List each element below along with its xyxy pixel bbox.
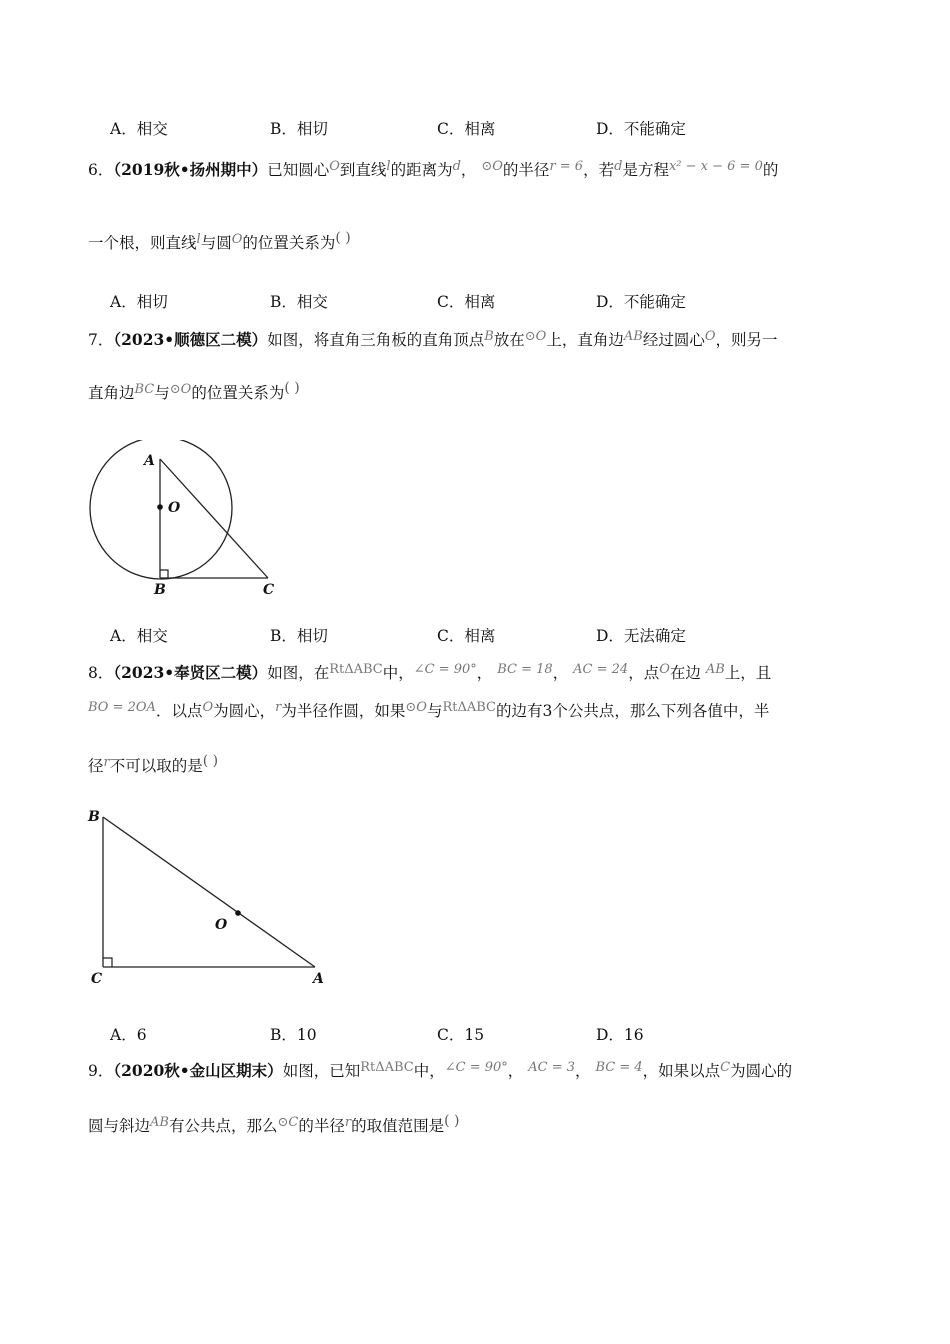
q8-text: 中， [382,664,414,682]
q5-option-c[interactable]: C．相离 [437,120,496,138]
q7-math-ab: AB [623,329,643,344]
q8-label-c: C [91,971,103,987]
q7-label-b: B [154,582,166,598]
q7-text: 放在 [493,331,525,349]
q8-text: 为半径作圆，如果 [281,702,406,720]
q5-option-d[interactable]: D．不能确定 [596,120,686,138]
q8-text: 不可以取的是 [109,757,203,775]
q9-line-1 [88,1059,792,1081]
q8-text: ，点 [628,664,660,682]
q9-text: 中， [413,1062,445,1080]
q7-option-b[interactable]: B．相切 [270,627,328,645]
q7-text: 的位置关系为 [191,384,285,402]
q7-text: ，则另一 [715,331,778,349]
q7-label-c: C [263,582,275,598]
q7-option-a[interactable]: A．相交 [110,627,168,645]
q8-figure [80,800,340,995]
q6-text: 与圆 [200,234,232,252]
q8-label-b: B [88,809,100,825]
q7-center-point [157,504,163,510]
q8-text: ， [552,664,569,682]
q8-math-r: r [275,700,282,715]
q6-number: 6． [88,161,114,179]
q7-number: 7． [88,331,114,349]
q7-right-angle-mark [160,570,168,578]
q8-text: 在边 [669,664,701,682]
q6-math-d: d [614,159,623,174]
q6-options [110,290,870,312]
q7-option-c[interactable]: C．相离 [437,627,496,645]
q8-math-o: O [659,662,670,677]
q5-option-a[interactable]: A．相交 [110,120,168,138]
q8-option-d[interactable]: D．16 [596,1026,644,1044]
q9-text: ， [507,1062,524,1080]
q7-label-a: A [144,453,155,469]
q8-point-o [235,910,241,916]
q6-math-l: l [196,232,201,247]
q9-math-angle-c: ∠C = 90° [444,1060,508,1075]
q7-line-2 [88,381,300,403]
q7-text: 上，直角边 [546,331,624,349]
q6-line-2 [88,231,351,253]
q8-math-circle-o: ⊙O [405,700,427,715]
q6-option-a[interactable]: A．相切 [110,293,168,311]
q7-math-circle-o: ⊙O [524,329,547,344]
q9-math-c: C [720,1060,731,1075]
q5-options [110,117,870,139]
q9-math-triangle: RtΔABC [360,1060,414,1075]
q8-option-a[interactable]: A．6 [110,1026,147,1044]
q6-math-r: r = 6 [549,159,584,174]
q8-math-bo: BO = 2OA [88,700,156,715]
q8-math-ac: AC = 24 [573,662,629,677]
q9-number: 9． [88,1062,114,1080]
q7-option-d[interactable]: D．无法确定 [596,627,686,645]
q8-options [110,1023,870,1045]
q7-answer-blank[interactable]: ( ) [284,380,300,396]
q8-text: 径 [88,757,104,775]
q6-answer-blank[interactable]: ( ) [335,230,351,246]
q9-text: 有公共点，那么 [168,1117,278,1135]
q8-label-a: A [313,971,324,987]
q7-line-1 [88,328,778,350]
q6-text: 一个根，则直线 [88,234,197,252]
q7-text: 经过圆心 [642,331,705,349]
q9-math-ac: AC = 3 [528,1060,576,1075]
q8-text: 的边有3个公共点，那么下列各值中，半 [495,702,770,720]
q6-math-l: l [386,159,391,174]
q7-text: 直角边 [88,384,135,402]
q8-math-triangle: RtΔABC [329,662,383,677]
q9-math-bc: BC = 4 [595,1060,643,1075]
q6-option-b[interactable]: B．相交 [270,293,328,311]
q6-text: 已知圆心 [267,161,330,179]
q5-option-b[interactable]: B．相切 [270,120,328,138]
q9-answer-blank[interactable]: ( ) [444,1113,460,1129]
q7-text: 与 [154,384,170,402]
q6-text: 的距离为 [390,161,453,179]
q6-math-o: O [329,159,340,174]
q9-text: 的半径 [298,1117,345,1135]
q8-text: 上，且 [724,664,772,682]
q8-text: 为圆心， [213,702,276,720]
q6-math-d: d [452,159,461,174]
q6-text: 的 [762,161,779,179]
q8-source: （2023•奉贤区二模） [113,663,268,682]
q9-math-r: r [344,1115,352,1130]
q7-math-o: O [704,329,716,344]
q8-answer-blank[interactable]: ( ) [202,753,219,769]
q9-math-ab: AB [150,1115,169,1130]
q6-source: （2019秋•扬州期中） [113,160,268,179]
q6-option-c[interactable]: C．相离 [437,293,496,311]
q9-line-2 [88,1114,459,1136]
q8-label-o: O [215,917,228,933]
q8-math-o: O [202,700,214,715]
q7-figure [80,440,300,605]
q7-side-ac [160,459,268,578]
q8-right-angle-mark [103,958,112,967]
q7-label-o: O [168,500,181,516]
q9-text: 如图，已知 [282,1062,361,1080]
q8-math-angle-c: ∠C = 90° [413,662,477,677]
q8-text: ， [476,664,493,682]
q8-text: ．以点 [155,702,203,720]
q6-text: 是方程 [622,161,669,179]
q6-math-o: O [231,232,243,247]
q8-text: 与 [426,702,443,720]
q7-math-bc: BC [134,382,155,397]
q8-number: 8． [88,664,114,682]
q8-option-c[interactable]: C．15 [437,1026,485,1044]
q6-text: 的半径 [502,161,550,179]
q6-text: 的位置关系为 [242,234,336,252]
q7-source: （2023•顺德区二模） [113,330,268,349]
q6-option-d[interactable]: D．不能确定 [596,293,686,311]
q9-text: ，如果以点 [642,1062,721,1080]
q8-option-b[interactable]: B．10 [270,1026,317,1044]
q6-math-equation: x² − x − 6 = 0 [668,159,763,174]
q8-math-bc: BC = 18 [497,662,553,677]
q8-side-ab [103,817,315,967]
q9-text: 为圆心的 [730,1062,793,1080]
q9-text: 的取值范围是 [351,1117,445,1135]
q6-text: 到直线 [339,161,387,179]
q8-line-2 [88,699,769,721]
q9-math-circle-c: ⊙C [277,1115,299,1130]
q6-text: ，若 [583,161,615,179]
q7-math-circle-o: ⊙O [169,382,192,397]
q7-math-b: B [484,329,494,344]
q7-options [110,624,870,646]
q9-text: ， [575,1062,591,1080]
q9-text: 圆与斜边 [88,1117,151,1135]
q6-math-circle-o: ⊙O [481,159,503,174]
q8-text: 如图，在 [267,664,330,682]
q7-text: 如图，将直角三角板的直角顶点 [267,331,485,349]
q8-math-triangle: RtΔABC [442,700,496,715]
q8-math-r: r [103,755,110,770]
q6-line-1 [88,158,778,180]
q8-line-1 [88,661,771,683]
q6-text: ， [460,161,477,179]
q8-line-3 [88,754,218,776]
q8-math-ab: AB [705,662,725,677]
q9-source: （2020秋•金山区期末） [113,1061,283,1080]
